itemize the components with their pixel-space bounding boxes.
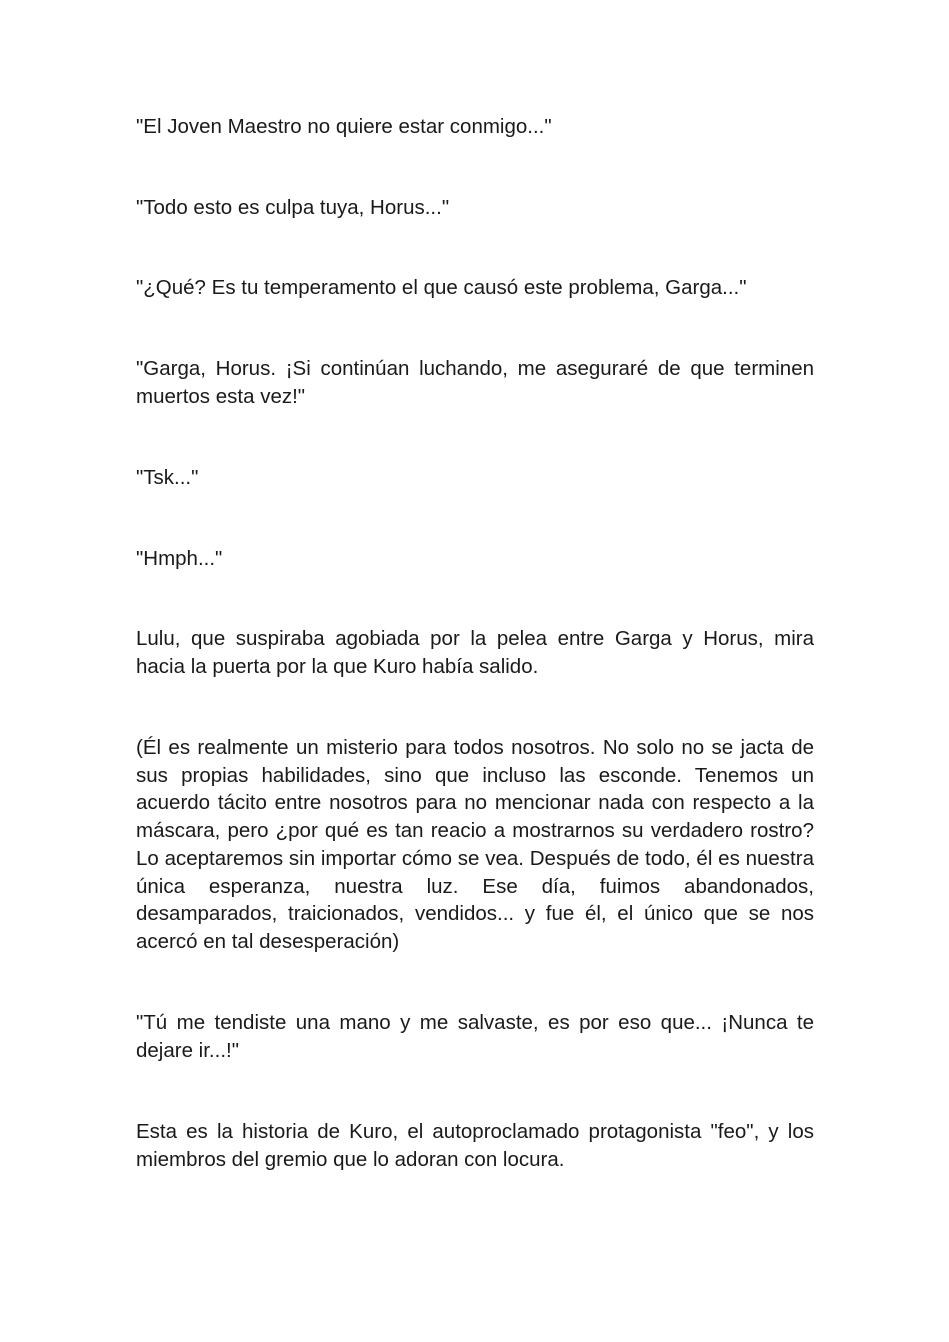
dialogue-warning: "Garga, Horus. ¡Si continúan luchando, me aseguraré de que terminen muertos esta vez!": [136, 357, 814, 408]
inner-monologue: (Él es realmente un misterio para todos nosotros. No solo no se jacta de sus propias habilidades, sino que incluso las esconde. Tenemos un acuerdo tácito entre nosotros para no mencionar nada con respecto a la máscara, pero ¿por qué es tan reacio a mostrarnos su verdadero rostro? Lo aceptaremos sin importar cómo se vea. Después de todo, él es nuestra única esperanza, nuestra luz. Ese día, fuimos abandonados, desamparados, traicionados, vendidos... y fue él, el único que se nos acercó en tal desesperación): [136, 736, 814, 953]
dialogue-hmph: "Hmph...": [136, 547, 223, 570]
dialogue-joven-maestro: "El Joven Maestro no quiere estar conmigo...": [136, 115, 552, 138]
dialogue-tsk: "Tsk...": [136, 466, 199, 489]
dialogue-temperamento-garga: "¿Qué? Es tu temperamento el que causó este problema, Garga...": [136, 276, 747, 299]
dialogue-culpa-horus: "Todo esto es culpa tuya, Horus...": [136, 196, 450, 219]
narration-closing: Esta es la historia de Kuro, el autoproclamado protagonista "feo", y los miembros del gremio que lo adoran con locura.: [136, 1120, 814, 1171]
narration-lulu: Lulu, que suspiraba agobiada por la pelea entre Garga y Horus, mira hacia la puerta por la que Kuro había salido.: [136, 627, 814, 678]
dialogue-nunca-te-dejare: "Tú me tendiste una mano y me salvaste, es por eso que... ¡Nunca te dejare ir...!": [136, 1011, 814, 1062]
